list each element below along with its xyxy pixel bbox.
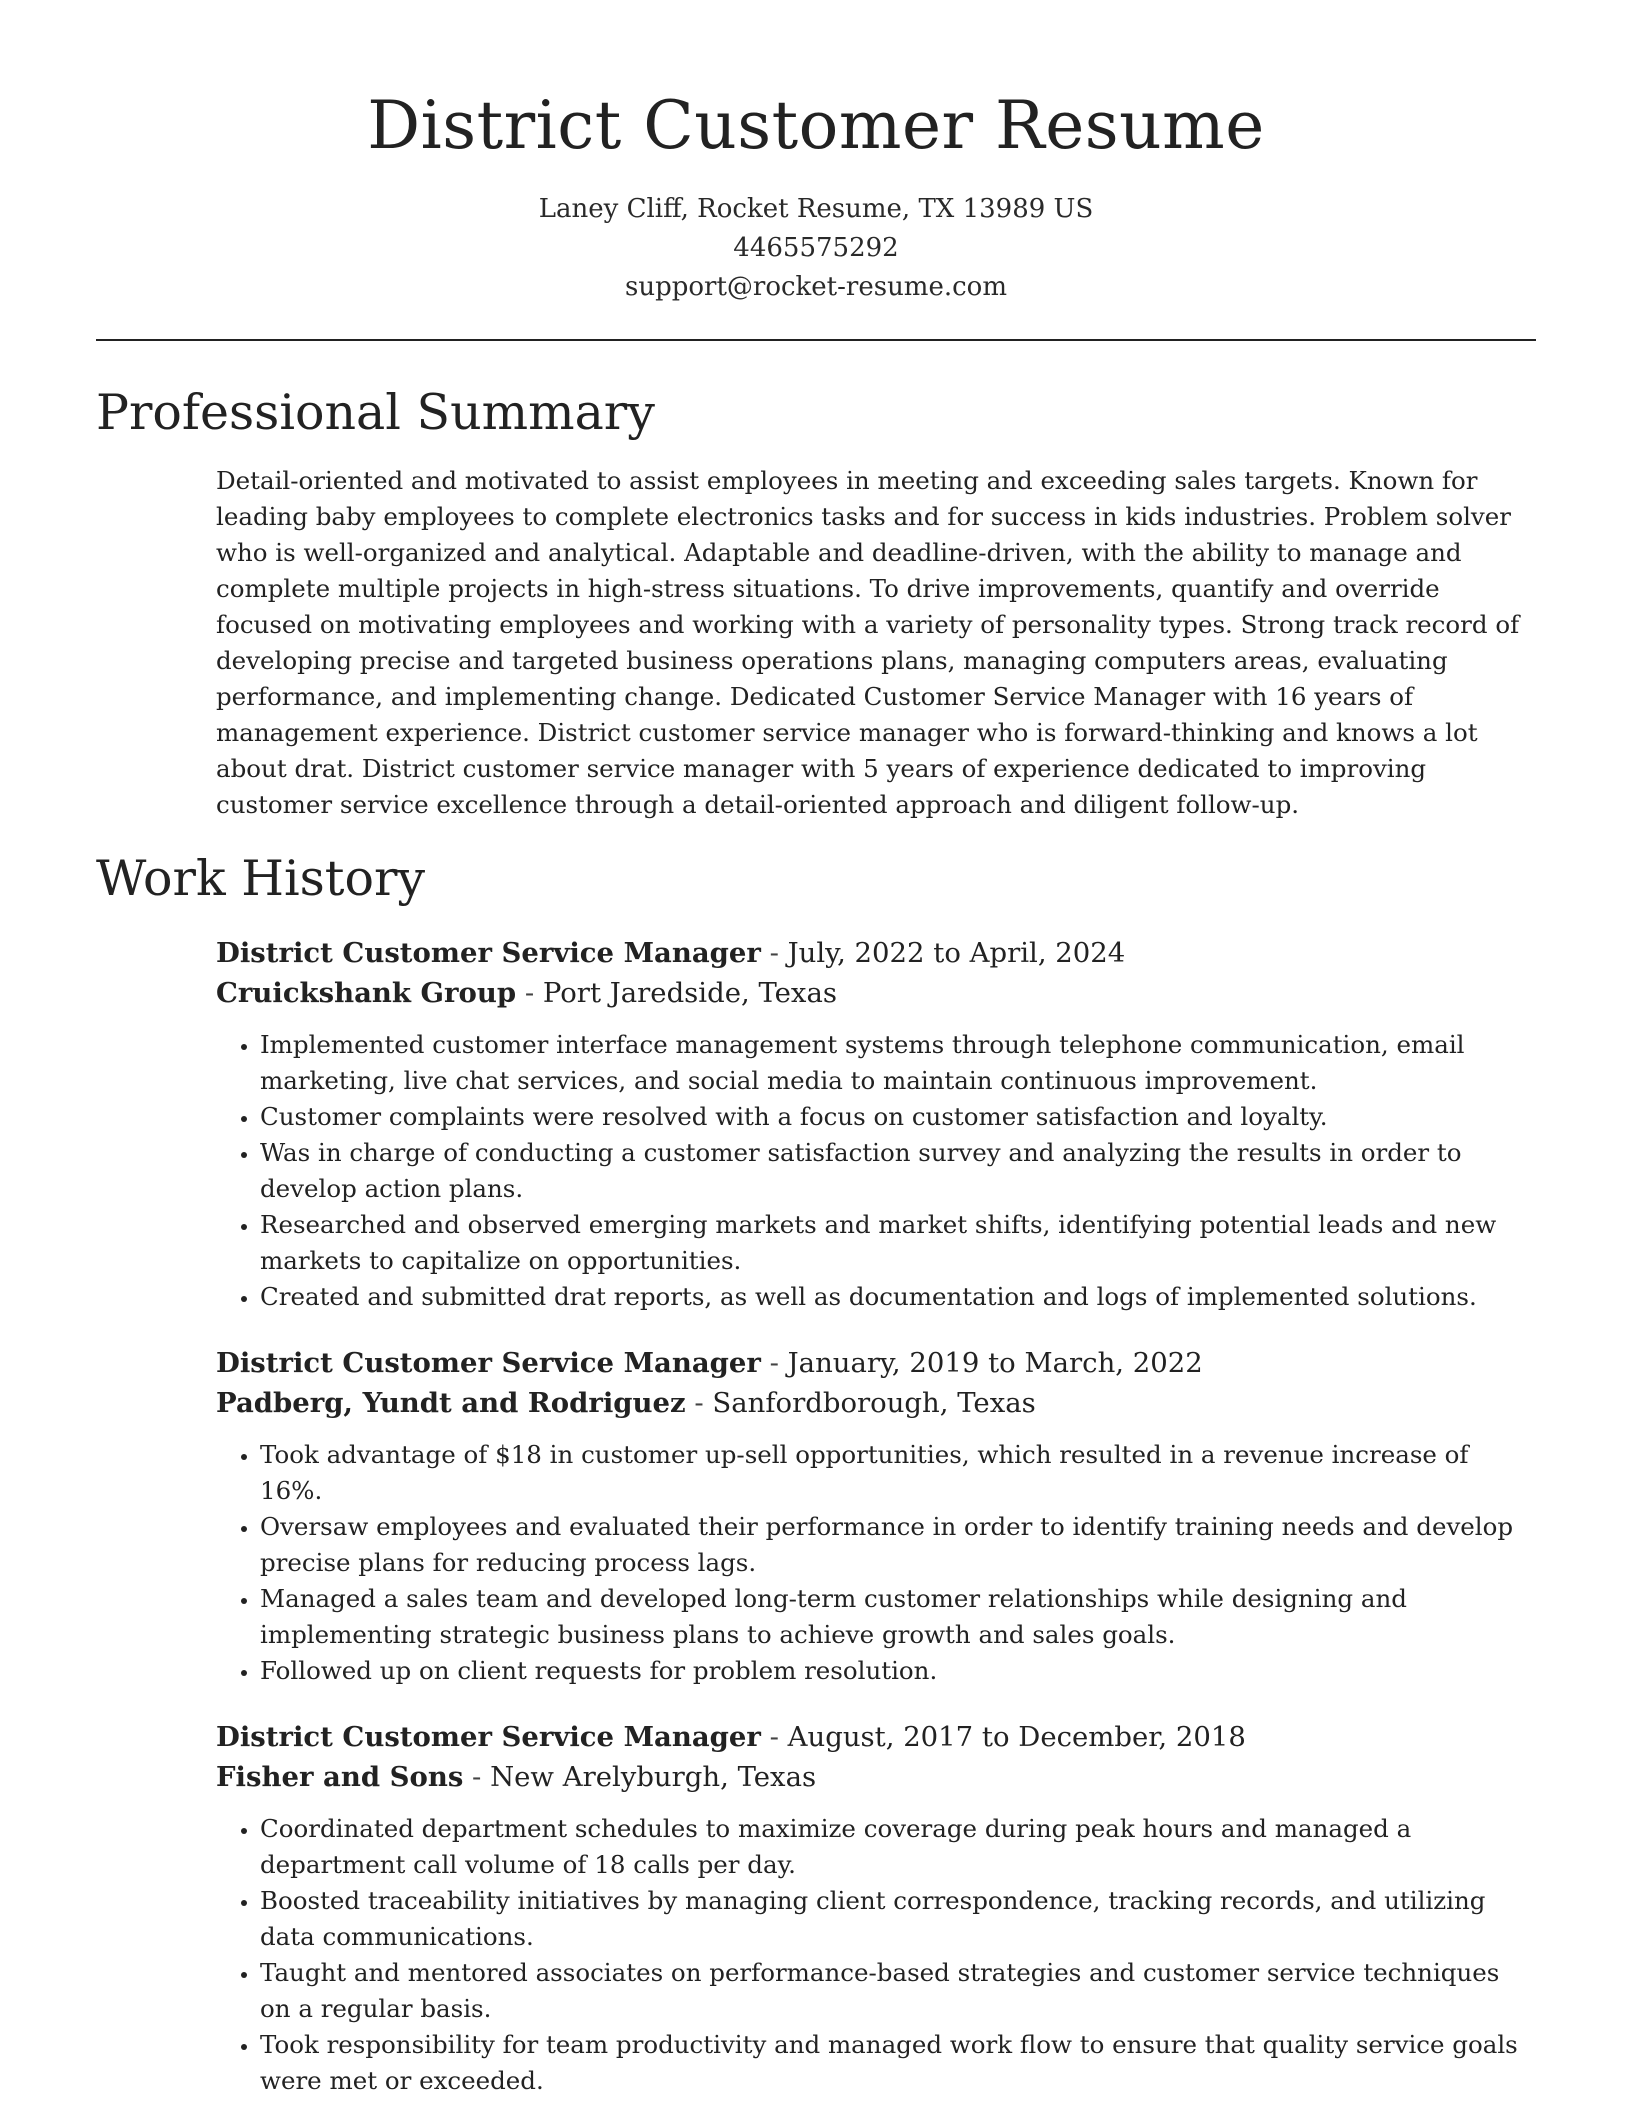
resume-title: District Customer Resume [367,87,1265,164]
job-bullets [216,1437,1536,1689]
job-bullet: • Managed a sales team and developed long-term customer relationships while designing and implementing strategic business plans to achieve growth and sales goals. [260,1581,1536,1653]
job-company-line [216,1383,1536,1423]
job-entry [216,1717,1536,2099]
job-title: District Customer Service Manager [216,1721,761,1753]
job-bullet: • Customer complaints were resolved with a focus on customer satisfaction and loyalty. [260,1099,1536,1135]
contact-phone: 4465575292 [733,233,899,263]
job-dates: January, 2019 to March, 2022 [787,1347,1203,1379]
job-bullet: • Coordinated department schedules to maximize coverage during peak hours and managed a department call volume of 18 calls per day. [260,1811,1536,1883]
job-bullet: • Researched and observed emerging markets and market shifts, identifying potential leads and new markets to capitalize on opportunities. [260,1207,1536,1279]
job-company: Fisher and Sons [216,1761,464,1793]
summary-heading: Professional Summary [96,384,655,441]
job-bullet: • Took responsibility for team productivity and managed work flow to ensure that quality service goals were met or exceeded. [260,2027,1536,2099]
job-bullets [216,1027,1536,1315]
job-dates: August, 2017 to December, 2018 [787,1721,1246,1753]
job-separator: - [760,937,788,969]
contact-address: Laney Cliff, Rocket Resume, TX 13989 US [538,194,1094,224]
job-separator: - [463,1761,491,1793]
job-separator: - [685,1387,713,1419]
job-title: District Customer Service Manager [216,937,761,969]
resume-header [96,0,1536,307]
job-title-line [216,1717,1536,1757]
job-separator: - [760,1347,788,1379]
header-divider [96,339,1536,341]
job-entry [216,1343,1536,1689]
job-title: District Customer Service Manager [216,1347,761,1379]
job-bullet: • Followed up on client requests for problem resolution. [260,1653,1536,1689]
work-history-list [216,933,1536,2099]
job-location: Sanfordborough, Texas [712,1387,1036,1419]
job-bullet: • Implemented customer interface management systems through telephone communication, email marketing, live chat services, and social media to maintain continuous improvement. [260,1027,1536,1099]
job-entry [216,933,1536,1315]
job-location: New Arelyburgh, Texas [490,1761,817,1793]
job-title-line [216,1343,1536,1383]
job-company-line [216,1757,1536,1797]
job-bullet: • Took advantage of $18 in customer up-sell opportunities, which resulted in a revenue increase of 16%. [260,1437,1536,1509]
job-bullet: • Oversaw employees and evaluated their performance in order to identify training needs and develop precise plans for reducing process lags. [260,1509,1536,1581]
job-bullet: • Was in charge of conducting a customer satisfaction survey and analyzing the results in order to develop action plans. [260,1135,1536,1207]
job-separator: - [760,1721,788,1753]
contact-email: support@rocket-resume.com [624,272,1007,302]
job-company: Cruickshank Group [216,977,517,1009]
job-bullet: • Taught and mentored associates on performance-based strategies and customer service techniques on a regular basis. [260,1955,1536,2027]
job-title-line [216,933,1536,973]
job-bullet: • Created and submitted drat reports, as well as documentation and logs of implemented solutions. [260,1279,1536,1315]
job-dates: July, 2022 to April, 2024 [787,937,1126,969]
summary-text: Detail-oriented and motivated to assist employees in meeting and exceeding sales targets. Known for leading baby employees to complete electronics tasks and for success in kids industries. Problem solver who is well-organized and analytical. Adaptable and deadline-driven, with the ability to manage and complete multiple projects in high-stress situations. To drive improvements, quantify and override focused on motivating employees and working with a variety of personality types. Strong track record of developing precise and targeted business operations plans, managing computers areas, evaluating performance, and implementing change. Dedicated Customer Service Manager with 16 years of management experience. District customer service manager who is forward-thinking and knows a lot about drat. District customer service manager with 5 years of experience dedicated to improving customer service excellence through a detail-oriented approach and diligent follow-up. [216,466,1520,819]
job-separator: - [516,977,543,1009]
job-company: Padberg, Yundt and Rodriguez [216,1387,686,1419]
resume-page [96,0,1536,2112]
job-company-line [216,973,1536,1013]
job-location: Port Jaredside, Texas [542,977,837,1009]
work-history-heading: Work History [96,850,426,907]
job-bullets [216,1811,1536,2099]
job-bullet: • Boosted traceability initiatives by managing client correspondence, tracking records, and utilizing data communications. [260,1883,1536,1955]
contact-block [96,190,1536,307]
